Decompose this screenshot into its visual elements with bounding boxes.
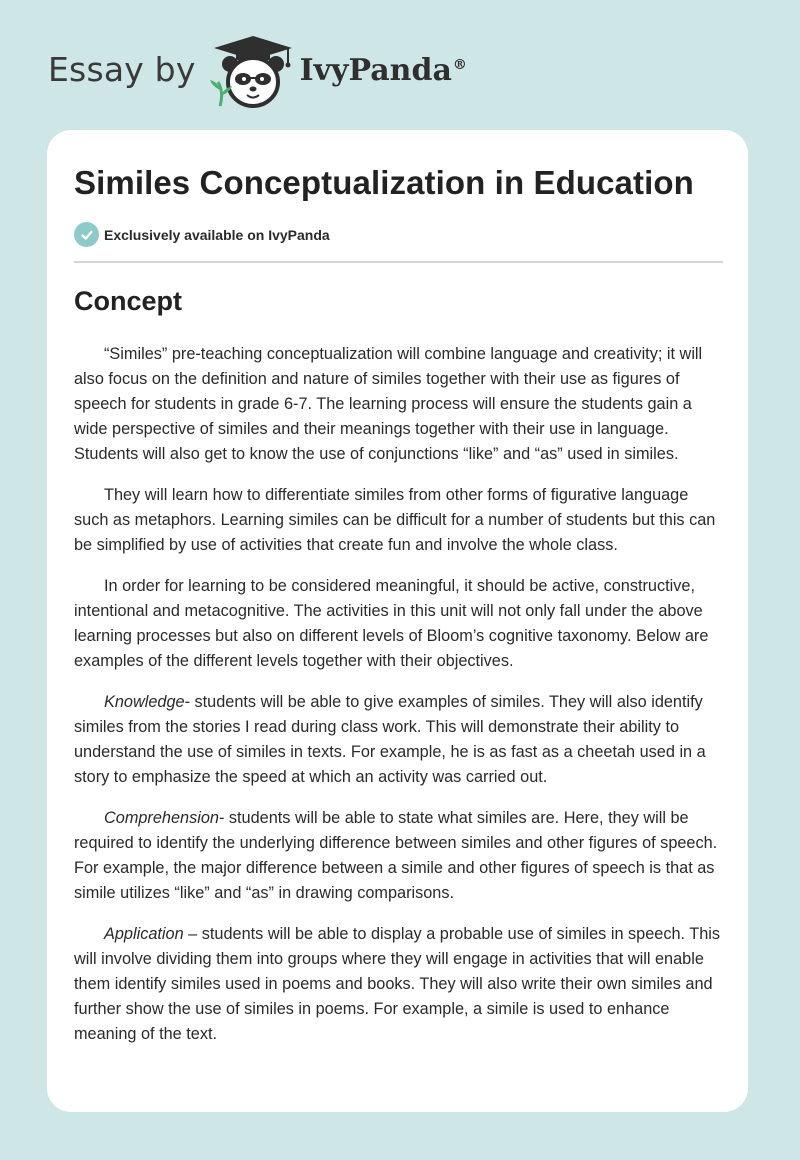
paragraph bbox=[74, 690, 726, 790]
check-circle-icon bbox=[74, 222, 99, 247]
article-body bbox=[74, 342, 726, 1063]
paragraph-lead: Application bbox=[104, 925, 184, 943]
paragraph-text: - students will be able to give examples of similes. They will also identify similes from the stories I read during class work. This will demonstrate their ability to understand the use of similes in texts. For example, he is as fast as a cheetah used in a story to emphasize the speed at which an activity was carried out. bbox=[74, 693, 706, 786]
divider bbox=[74, 261, 723, 263]
badge-label: Exclusively available on IvyPanda bbox=[104, 226, 330, 243]
brand-prefix: Essay by bbox=[48, 49, 196, 89]
check-mark-icon bbox=[80, 228, 94, 242]
paragraph bbox=[74, 806, 726, 906]
paragraph bbox=[74, 342, 726, 467]
brand-name bbox=[300, 53, 467, 88]
paragraph bbox=[74, 483, 726, 558]
page-title: Similes Conceptualization in Education bbox=[74, 164, 694, 201]
paragraph-text: In order for learning to be considered meaningful, it should be active, constructive, intentional and metacognitive. The activities in this unit will not only fall under the above learning processes but also on different levels of Bloom’s cognitive taxonomy. Below are examples of the different levels together with their objectives. bbox=[74, 577, 709, 670]
essay-card bbox=[47, 130, 748, 1112]
registered-mark: ® bbox=[452, 56, 467, 73]
paragraph bbox=[74, 574, 726, 674]
paragraph-text: – students will be able to display a probable use of similes in speech. This will involve dividing them into groups where they will engage in activities that will enable them identify similes used in poems and books. They will also write their own similes and further show the use of similes in poems. For example, a simile is used to enhance meaning of the text. bbox=[74, 925, 721, 1043]
paragraph-text: - students will be able to state what similes are. Here, they will be required to identify the underlying difference between similes and other figures of speech. For example, the major difference between a simile and other figures of speech is that as simile utilizes “like” and “as” in drawing comparisons. bbox=[74, 809, 718, 902]
paragraph-lead: Knowledge bbox=[104, 693, 185, 711]
brand-header bbox=[48, 34, 467, 110]
brand-name-text: IvyPanda bbox=[299, 52, 452, 88]
paragraph-lead: Comprehension bbox=[104, 809, 219, 827]
panda-logo-icon bbox=[210, 34, 296, 110]
exclusive-badge bbox=[74, 222, 330, 247]
paragraph bbox=[74, 922, 726, 1047]
section-heading: Concept bbox=[74, 286, 182, 316]
paragraph-text: They will learn how to differentiate similes from other forms of figurative language such as metaphors. Learning similes can be difficult for a number of students but this can be simplified by use of activities that create fun and involve the whole class. bbox=[74, 486, 716, 554]
paragraph-text: “Similes” pre-teaching conceptualization will combine language and creativity; it will also focus on the definition and nature of similes together with their use as figures of speech for students in grade 6-7. The learning process will ensure the students gain a wide perspective of similes and their meanings together with their use in language. Students will also get to know the use of conjunctions “like” and “as” used in similes. bbox=[74, 345, 703, 463]
